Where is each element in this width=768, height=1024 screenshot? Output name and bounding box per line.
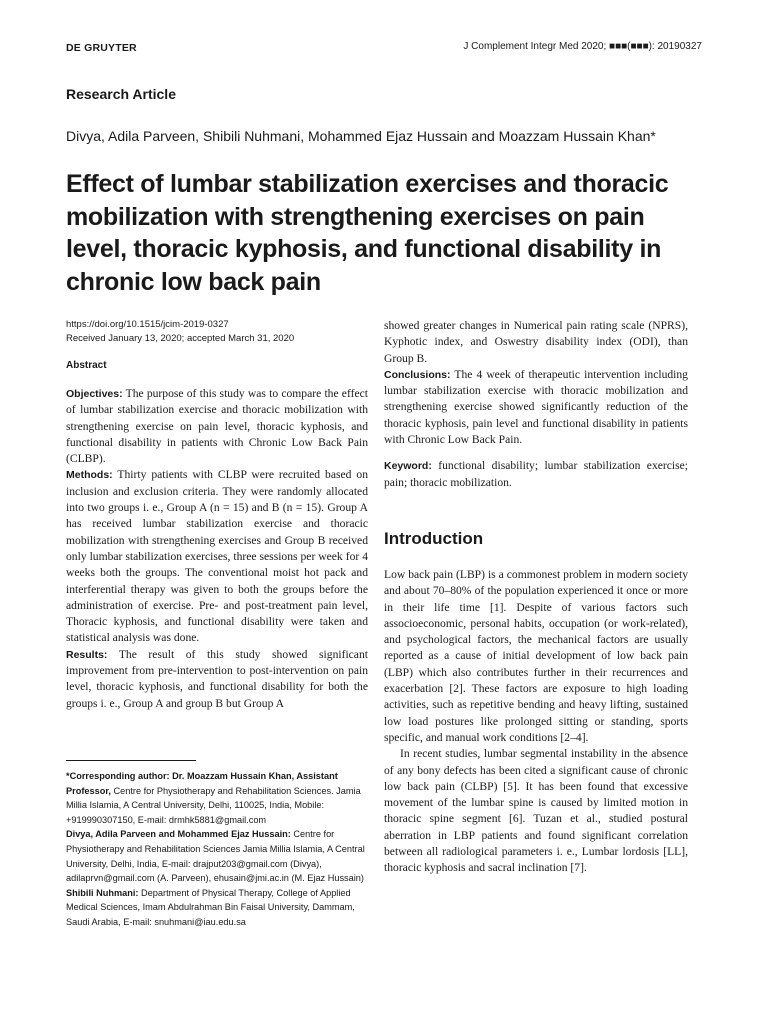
keywords-text: functional disability; lumbar stabilization exercise; pain; thoracic mobilization. bbox=[384, 459, 688, 489]
objectives-label: Objectives: bbox=[66, 388, 123, 400]
journal-citation: J Complement Integr Med 2020; ■■■(■■■): 20190327 bbox=[463, 41, 702, 52]
conclusions-text: The 4 week of therapeutic intervention including lumbar stabilization exercise with thoracic mobilization and strengthening exercise showed significantly reduction of the thoracic kyphosis, pain level and functional disability in patients with Chronic Low Back Pain. bbox=[384, 367, 688, 447]
objectives-text: The purpose of this study was to compare the effect of lumbar stabilization exercise and thoracic mobilization with strengthening exercise on pain level, thoracic kyphosis, and functional disability in patients with Chronic Low Back Pain (CLBP). bbox=[66, 387, 368, 466]
nuhmani-text: Department of Physical Therapy, College of Applied Medical Sciences, Imam Abdulrahman Bin Faisal University, Dammam, Saudi Arabia, E-mail: snuhmani@iau.edu.sa bbox=[66, 887, 355, 927]
footnote-divider bbox=[66, 760, 196, 761]
left-column bbox=[66, 318, 368, 712]
keywords-label: Keyword: bbox=[384, 460, 432, 473]
footnote-nuhmani bbox=[66, 886, 370, 930]
doi-link[interactable]: https://doi.org/10.1515/jcim-2019-0327 bbox=[66, 319, 229, 330]
corresponding-author-label: *Corresponding author: Dr. Moazzam Hussain Khan, Assistant Professor, bbox=[66, 771, 338, 796]
footnote-corresponding-author bbox=[66, 769, 370, 827]
coauthors-label: Divya, Adila Parveen and Mohammed Ejaz Hussain: bbox=[66, 829, 291, 840]
received-dates: Received January 13, 2020; accepted March 31, 2020 bbox=[66, 333, 295, 344]
keywords bbox=[384, 458, 688, 491]
abstract-objectives bbox=[66, 386, 368, 467]
abstract-results-continued: showed greater changes in Numerical pain rating scale (NPRS), Kyphotic index, and Oswestry disability index (ODI), than Group B. bbox=[384, 319, 688, 365]
abstract-results bbox=[66, 647, 368, 712]
results-text: The result of this study showed significant improvement from pre-intervention to post-intervention on pain level, thoracic kyphosis, and functional disability for both the groups i. e., Group A and group B but Group A bbox=[66, 647, 368, 710]
footnote-coauthors bbox=[66, 827, 370, 885]
author-list: Divya, Adila Parveen, Shibili Nuhmani, Mohammed Ejaz Hussain and Moazzam Hussain Khan* bbox=[66, 128, 656, 144]
introduction-paragraph-1: Low back pain (LBP) is a commonest problem in modern society and about 70–80% of the population experienced it once or more in their life time [1]. Despite of various factors such associoeconomic, personal habits, occupation (or work-related), and psychological factors, the mechanical factors are usually reported as a cause of initial development of low back pain (LBP) which also contributes further in their recurrences and exacerbation [2]. These factors are exposure to high loading activities, such as repetitive bending and heavy lifting, sustained low load postures like prolonged sitting or standing, sports specific, and manual work conditions [2–4]. bbox=[384, 567, 688, 744]
publisher-name: DE GRUYTER bbox=[66, 42, 137, 54]
conclusions-label: Conclusions: bbox=[384, 368, 451, 381]
abstract-heading: Abstract bbox=[66, 360, 107, 371]
article-type: Research Article bbox=[66, 86, 176, 102]
nuhmani-label: Shibili Nuhmani: bbox=[66, 887, 139, 898]
methods-text: Thirty patients with CLBP were recruited based on inclusion and exclusion criteria. They were randomly allocated into two groups i. e., Group A (n = 15) and B (n = 15). Group A has received lumbar stabilization exercise and thoracic mobilization with strengthening exercises and Group B received only lumbar stabilization exercises, three sessions per week for 4 weeks both the groups. The conventional moist hot pack and interferential therapy was given to both the groups before the administration of exercise. Pre- and post-treatment pain level, Thoracic kyphosis, and functional disability were taken and statistical analysis was done. bbox=[66, 468, 368, 645]
methods-label: Methods: bbox=[66, 469, 113, 482]
abstract-methods bbox=[66, 467, 368, 646]
introduction-paragraph-2: In recent studies, lumbar segmental instability in the absence of any bony defects has been cited a significant cause of chronic low back pain (CLBP) [5]. It has been found that excessive movement of the lumbar spine is caused by limited motion in thoracic spine segment [6]. Tuzan et al., studied postural aberration in LBP patients and found significant correlation between all radiological parameters i. e., Lumbar lordosis [LL], thoracic kyphosis and sacral inclination [7]. bbox=[384, 747, 688, 875]
coauthors-text: Centre for Physiotherapy and Rehabilitation Sciences Jamia Millia Islamia, A Central University, Delhi, India, E-mail: drajput203@gmail.com (Divya), adilaprvn@gmail.com (A. Parveen), ehusain@jmi.ac.in (M. Ejaz Hussain) bbox=[66, 829, 365, 884]
introduction-heading: Introduction bbox=[384, 528, 484, 548]
corresponding-author-text: Centre for Physiotherapy and Rehabilitation Sciences. Jamia Millia Islamia, A Central University, Delhi, 110025, India, Mobile: +919990307150, E-mail: drmhk5881@gmail.com bbox=[66, 785, 361, 825]
footnotes bbox=[66, 769, 370, 930]
article-title: Effect of lumbar stabilization exercises and thoracic mobilization with strengthening exercises on pain level, thoracic kyphosis, and functional disability in chronic low back pain bbox=[66, 170, 669, 296]
right-column bbox=[384, 318, 688, 877]
abstract-conclusions bbox=[384, 367, 688, 448]
results-label: Results: bbox=[66, 648, 108, 661]
